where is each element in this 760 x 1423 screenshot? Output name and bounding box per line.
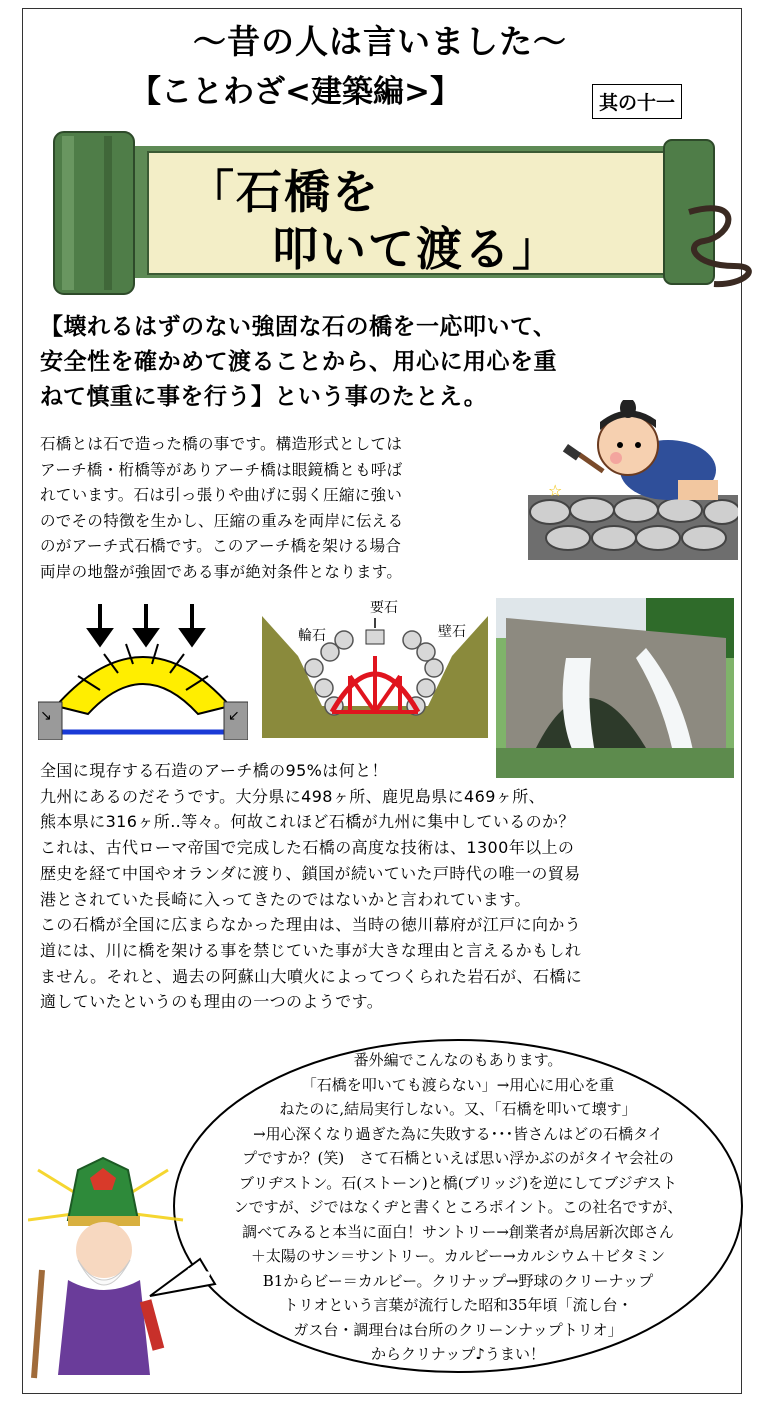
arch-compression-diagram [38, 598, 248, 740]
wall-stone-label: 壁石 [438, 624, 466, 640]
explanation-line: 石橋とは石で造った橋の事です。構造形式としては [40, 435, 403, 453]
bonus-line: 調べてみると本当に面白！サントリー→創業者が鳥居新次郎さん [242, 1222, 674, 1241]
stone-bridge-cross-section [262, 596, 488, 738]
history-line: この石橋が全国に広まらなかった理由は、当時の徳川幕府が江戸に向かう [40, 915, 582, 935]
history-line: 熊本県に316ヶ所‥等々。何故これほど石橋が九州に集中しているのか？ [40, 812, 575, 832]
explanation-line: のがアーチ式石橋です。このアーチ橋を架ける場合 [40, 537, 402, 555]
arch-voussoirs [56, 657, 230, 714]
bonus-line: ねたのに,結局実行しない。又、「石橋を叩いて壊す」 [279, 1100, 637, 1118]
history-line: 歴史を経て中国やオランダに渡り、鎖国が続いていた戸時代の唯一の貿易 [40, 863, 581, 883]
bonus-line: B1からビー＝カルビー。クリナップ→野球のクリーナップ [262, 1271, 654, 1290]
meaning-line: 安全性を確かめて渡ることから、用心に用心を重 [40, 349, 557, 375]
bonus-line: ブリヂストン。石(ストーン)と橋(ブリッジ)を逆にしてブジヂスト [238, 1173, 677, 1192]
episode-badge: 其の十一 [592, 84, 682, 119]
sage-robe [58, 1280, 150, 1375]
history-line: 適していたというのも理由の一つのようです。 [40, 992, 384, 1012]
waterfall-bridge-photo [496, 598, 734, 778]
explanation-paragraph [40, 432, 403, 585]
history-line: 九州にあるのだそうです。大分県に498ヶ所、鹿児島県に469ヶ所、 [40, 786, 545, 806]
explanation-line: アーチ橋・桁橋等がありアーチ橋は眼鏡橋とも呼ば [40, 460, 403, 479]
bonus-line: 「石橋を叩いても渡らない」→用心に用心を重 [301, 1075, 615, 1094]
proverb-line-2: 叩いて渡る」 [272, 222, 560, 276]
history-line: 港とされていた長崎に入ってきたのではないかと言われています。 [40, 889, 531, 909]
history-paragraph [40, 758, 582, 1015]
explanation-line: 両岸の地盤が強固である事が絶対条件となります。 [40, 562, 403, 581]
bonus-text [178, 1048, 738, 1367]
svg-text:↙: ↙ [228, 708, 240, 724]
sage-staff-icon [34, 1270, 42, 1378]
bonus-line: トリオという言葉が流行した昭和35年頃「流し台・ [283, 1296, 633, 1314]
page-subtitle: 【ことわざ<建築編>】 [130, 74, 461, 110]
bonus-line: 番外編でこんなのもあります。 [353, 1051, 563, 1069]
history-line: 道には、川に橋を架ける事を禁じていた事が大きな理由と言えるかもしれ [40, 940, 582, 960]
history-line: これは、古代ローマ帝国で完成した石橋の高度な技術は、1300年以上の [40, 838, 575, 858]
bonus-line: ンですが、ジではなくヂと書くところポイント。この社名ですが、 [233, 1198, 683, 1216]
bonus-line: ＋太陽のサン＝サントリー。カルビー→カルシウム＋ビタミン [250, 1247, 666, 1265]
svg-text:☆: ☆ [548, 481, 563, 500]
proverb-line-1: 「石橋を [188, 165, 380, 219]
bonus-line: からクリナップ♪うまい！ [371, 1345, 545, 1363]
bonus-line: →用心深くなり過ぎた為に失敗する･･･皆さんはどの石橋タイ [253, 1124, 663, 1143]
samurai-tapping-bridge-illustration [528, 400, 738, 565]
history-line: 全国に現存する石造のアーチ橋の95%は何と！ [40, 761, 388, 780]
keystone [366, 630, 384, 644]
sage-mascot-illustration [28, 1150, 188, 1382]
history-line: ません。それと、過去の阿蘇山大噴火によってつくられた岩石が、石橋に [40, 966, 583, 986]
meaning-line: ねて慎重に事を行う】という事のたとえ。 [40, 384, 488, 410]
page-title: ～昔の人は言いました～ [193, 22, 567, 61]
keystone-label: 要石 [370, 600, 398, 616]
svg-text:↘: ↘ [40, 708, 52, 724]
explanation-line: のでその特徴を生かし、圧縮の重みを両岸に伝える [40, 511, 404, 530]
explanation-line: れています。石は引っ張りや曲げに弱く圧縮に強い [40, 486, 403, 504]
bonus-line: ガス台・調理台は台所のクリーンナップトリオ」 [293, 1320, 623, 1339]
meaning-line: 【壊れるはずのない強固な石の橋を一応叩いて、 [40, 314, 557, 340]
ring-stone-label: 輪石 [298, 628, 326, 644]
bonus-line: プですか？(笑) さて石橋といえば思い浮かぶのがタイヤ会社の [242, 1149, 674, 1167]
